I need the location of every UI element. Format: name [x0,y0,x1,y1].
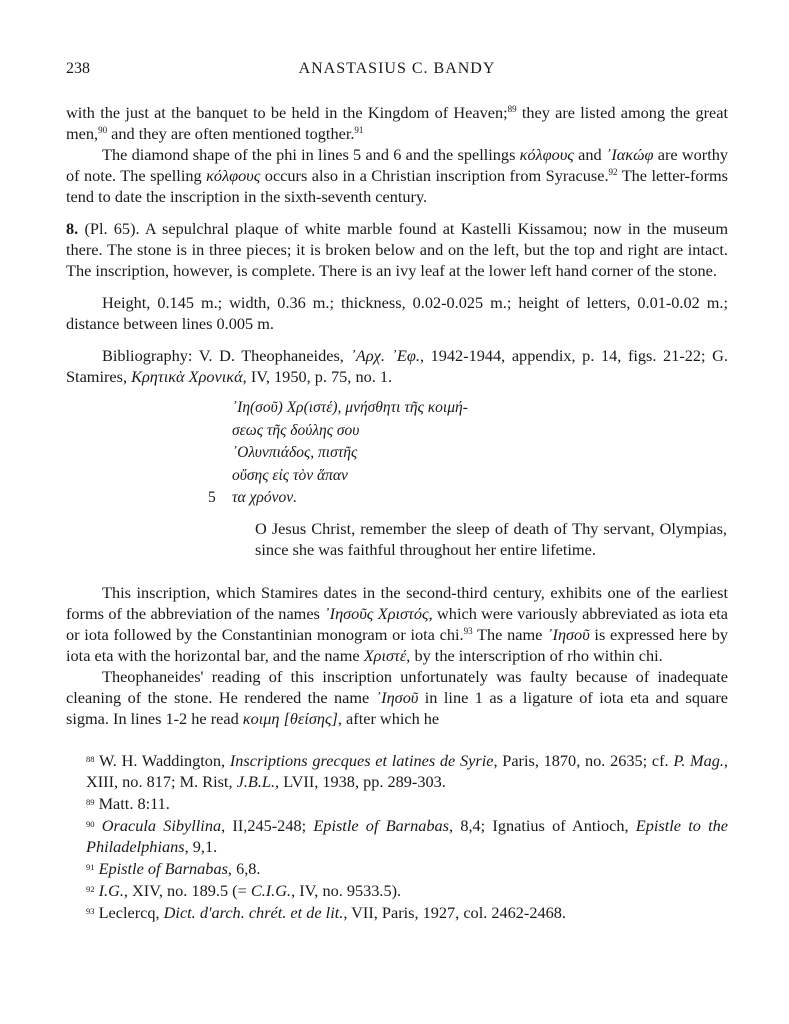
inscription-line: οὔσης εἰς τὸν ἅπαν [232,466,348,484]
footnote-ref-93: 93 [463,625,473,636]
inscription-line: τα χρόνον. [232,489,297,506]
footnote-93: $^{93}$ Leclercq, Dict. d'arch. chrét. et de lit., VII, Paris, 1927, col. 2462-2468. [86,902,566,922]
footnote-ref-90: 90 [98,125,108,135]
line-number: 5 [208,489,216,506]
footnote-89: $^{89}$ Matt. 8:11. [86,793,170,813]
paragraph-diamond-phi: The diamond shape of the phi in lines 5 and 6 and the spellings κόλφους and ᾿Ιακώφ are worthy of note. The spelling κόλφους occurs also in a Christian inscription from Syracuse.$^{92}$ The letter-forms tend to date the inscription in the sixth-seventh century. [66,145,729,206]
running-header [66,60,728,84]
section-number: 8. [66,219,79,238]
footnote-90: $^{90}$ Oracula Sibyllina, II,245-248; Epistle of Barnabas, 8,4; Ignatius of Antioch, Epistle to the Philadelphians, 9,1. [86,815,729,856]
running-head-title: ANASTASIUS C. BANDY [298,60,496,77]
section-8-description: 8. (Pl. 65). A sepulchral plaque of white marble found at Kastelli Kissamou; now in the museum there. The stone is in three pieces; it is broken below and on the left, but the top and right are intact. The inscription, however, is complete. There is an ivy leaf at the lower left hand corner of the stone. [66,219,728,280]
footnote-ref-91: 91 [354,125,364,135]
paragraph-theophaneides: Theophaneides' reading of this inscription unfortunately was faulty because of inadequate cleaning of the stone. He rendered the name ᾿Ιησοῦ in line 1 as a ligature of iota eta and square sigma. In lines 1-2 he read κοιμη [θείσης], after which he [66,666,728,728]
inscription-text [208,397,562,510]
footnote-92: $^{92}$ I.G., XIV, no. 189.5 (= C.I.G., IV, no. 9533.5). [86,880,402,900]
page [66,60,728,923]
page-number: 238 [66,60,90,77]
translation: O Jesus Christ, remember the sleep of death of Thy servant, Olympias, since she was faithful throughout her entire lifetime. [255,518,727,559]
footnote-ref-89: 89 [507,104,517,114]
bibliography-paragraph: Bibliography: V. D. Theophaneides, ᾿Αρχ. ᾿Εφ., 1942-1944, appendix, p. 14, figs. 21-22; G. Stamires, Κρητικὰ Χρονικά, IV, 1950, p. 75, no. 1. [66,346,728,386]
inscription-line: σεως τῆς δούλης σου [232,421,360,439]
footnote-91: $^{91}$ Epistle of Barnabas, 6,8. [86,858,261,878]
footnote-88: $^{88}$ W. H. Waddington, Inscriptions grecques et latines de Syrie, Paris, 1870, no. 2635; cf. P. Mag., XIII, no. 817; M. Rist, J.B.L., LVII, 1938, pp. 289-303. [86,750,728,791]
inscription-line: ᾿Ιη(σοῦ) Χρ(ιστέ), μνήσθητι τῆς κοιμή- [232,399,468,416]
dimensions-paragraph: Height, 0.145 m.; width, 0.36 m.; thickness, 0.02-0.025 m.; height of letters, 0.01-0.02 m.; distance between lines 0.005 m. [66,293,728,333]
footnote-ref-92: 92 [608,167,618,177]
footnotes [66,749,728,923]
paragraph-abbreviation: This inscription, which Stamires dates in the second-third century, exhibits one of the earliest forms of the abbreviation of the names ᾿Ιησοῦς Χριστός, which were variously abbreviated as iota eta or iota followed by the Constantinian monogram or iota chi.$^{93}$ The name ᾿Ιησοῦ is expressed here by iota eta with the horizontal bar, and the name Χριστέ, by the interscription of rho within chi. [66,582,728,665]
paragraph-banquet: with the just at the banquet to be held in the Kingdom of Heaven;$^{89}$ they are listed among the great men,$^{90}$ and they are often mentioned togther.$^{91}$ [66,103,728,143]
inscription-line: ᾿Ολυνπιάδος, πιστῆς [232,444,358,461]
